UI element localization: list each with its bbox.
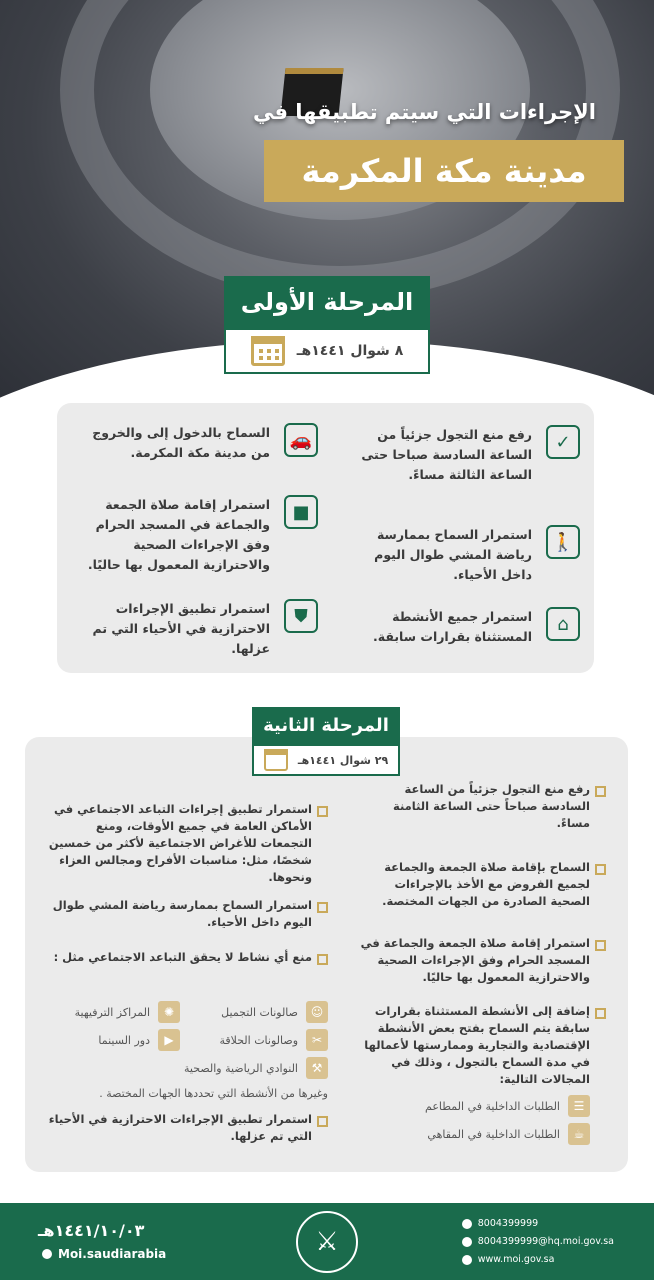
footer-date: ١٤٤١/١٠/٠٣هـ xyxy=(38,1221,145,1240)
email-row[interactable] xyxy=(462,1233,614,1251)
phase2-date: ٢٩ شوال ١٤٤١هـ xyxy=(297,753,389,767)
phase2-left-sub-text: صالونات التجميل xyxy=(221,1005,298,1019)
phase1-item xyxy=(340,607,580,647)
calendar-icon xyxy=(251,336,285,366)
phase1-panel xyxy=(57,403,594,673)
phone-row[interactable] xyxy=(462,1215,614,1233)
phase2-left-sub xyxy=(221,1001,328,1023)
phase2-left-item: استمرار السماح بممارسة رياضة المشي طوال اليوم داخل الأحياء. xyxy=(48,897,328,931)
cafe-icon: ☕ xyxy=(568,1123,590,1145)
phone-icon xyxy=(462,1219,472,1229)
phase1-item-text: استمرار تطبيق الإجراءات الاحترازية في الأحياء التي تم عزلها. xyxy=(92,601,270,656)
phase2-left-sub-text: المراكز الترفيهية xyxy=(74,1005,150,1019)
phase2-left-sub xyxy=(219,1029,328,1051)
phase2-left-item: استمرار تطبيق الإجراءات الاحترازية في الأحياء التي تم عزلها. xyxy=(48,1111,328,1145)
phase2-left-item: استمرار تطبيق إجراءات التباعد الاجتماعي في الأماكن العامة في جميع الأوقات، ومنع التجمعات للأغراض الاجتماعية لأكثر من خمسين شخصًا، مثل: مناسبات الأفراح ومجالس العزاء ونحوها. xyxy=(48,801,328,886)
phase2-right-item: رفع منع التجول جزئياً من الساعة السادسة صباحاً حتى الساعة الثامنة مساءً. xyxy=(356,781,606,832)
cinema-icon: ▶ xyxy=(158,1029,180,1051)
web-text: www.moi.gov.sa xyxy=(477,1254,555,1265)
phase1-item-text: رفع منع التجول جزئياً من الساعة السادسة صباحا حتى الساعة الثالثة مساءً. xyxy=(361,427,532,482)
scissors-icon: ✂ xyxy=(306,1029,328,1051)
header-city-title: مدينة مكة المكرمة xyxy=(264,140,624,202)
ferris-wheel-icon: ✺ xyxy=(158,1001,180,1023)
phase2-right-sub-text: الطلبات الداخلية في المقاهي xyxy=(427,1127,560,1141)
menu-icon: ☰ xyxy=(568,1095,590,1117)
phase1-item xyxy=(70,423,318,463)
header-line1: الإجراءات التي سيتم تطبيقها في xyxy=(252,100,596,124)
email-icon xyxy=(462,1237,472,1247)
phase2-left-sub xyxy=(98,1029,180,1051)
phase1-item-text: استمرار جميع الأنشطة المستثناة بقرارات سابقة. xyxy=(373,609,532,644)
calendar-icon xyxy=(264,749,288,771)
phase1-item xyxy=(70,599,318,659)
walking-icon: 🚶 xyxy=(546,525,580,559)
phase2-left-sub-text: دور السينما xyxy=(98,1033,150,1047)
phase2-left-sub xyxy=(184,1057,328,1079)
phase2-panel xyxy=(25,737,628,1172)
phase1-item-text: استمرار السماح بممارسة رياضة المشي طوال اليوم داخل الأحياء. xyxy=(374,527,532,582)
email-text: 8004399999@hq.moi.gov.sa xyxy=(477,1236,614,1247)
web-row[interactable] xyxy=(462,1251,614,1269)
phase2-left-item: منع أي نشاط لا يحقق التباعد الاجتماعي مثل : xyxy=(48,949,328,966)
shield-icon: ⛊ xyxy=(284,599,318,633)
phase1-item xyxy=(340,525,580,585)
phase1-item-text: استمرار إقامة صلاة الجمعة والجماعة في المسجد الحرام وفق الإجراءات الصحية والاحترازية المعمول بها حاليًا. xyxy=(87,497,270,572)
phase2-right-item: استمرار إقامة صلاة الجمعة والجماعة في المسجد الحرام وفق الإجراءات الصحية والاحترازية المعمول بها حاليًا. xyxy=(356,935,606,986)
check-icon: ✓ xyxy=(546,425,580,459)
kaaba-icon: ■ xyxy=(284,495,318,529)
phase1-item xyxy=(340,425,580,485)
mirror-icon: ☺ xyxy=(306,1001,328,1023)
phase2-title: المرحلة الثانية xyxy=(252,707,400,745)
contact-info xyxy=(462,1215,614,1269)
phase2-left-note: وغيرها من الأنشطة التي تحددها الجهات المختصة . xyxy=(99,1087,328,1100)
phase1-date: ٨ شوال ١٤٤١هـ xyxy=(296,343,404,359)
snapchat-icon xyxy=(42,1249,52,1259)
phase2-left-sub-text: وصالونات الحلاقة xyxy=(219,1033,298,1047)
phase2-left-sub-text: النوادي الرياضية والصحية xyxy=(184,1061,298,1075)
handle-text: Moi.saudiarabia xyxy=(58,1247,167,1261)
phase2-date-box xyxy=(252,744,400,776)
phase2-right-sub-text: الطلبات الداخلية في المطاعم xyxy=(425,1099,560,1113)
footer xyxy=(0,1203,654,1280)
phase2-right-sub xyxy=(427,1123,590,1145)
saudi-emblem-icon: ⚔ xyxy=(296,1211,358,1273)
phase1-item-text: السماح بالدخول إلى والخروج من مدينة مكة المكرمة. xyxy=(92,425,270,460)
phase2-left-sub xyxy=(75,1001,180,1023)
phase2-right-sub xyxy=(425,1095,590,1117)
phone-text: 8004399999 xyxy=(477,1218,539,1229)
car-icon: 🚗 xyxy=(284,423,318,457)
snapchat-handle[interactable] xyxy=(42,1247,166,1261)
phase1-item xyxy=(70,495,318,575)
phase2-right-item: السماح بإقامة صلاة الجمعة والجماعة لجميع الفروض مع الأخذ بالإجراءات الصحية الصادرة من الجهات المختصة. xyxy=(356,859,606,910)
dumbbell-icon: ⚒ xyxy=(306,1057,328,1079)
phase1-date-box xyxy=(224,328,430,374)
phase1-title: المرحلة الأولى xyxy=(224,276,430,328)
globe-icon xyxy=(462,1255,472,1265)
shop-icon: ⌂ xyxy=(546,607,580,641)
phase2-right-item: إضافة إلى الأنشطة المستثناة بقرارات سابقة يتم السماح بفتح بعض الأنشطة الإقتصادية والتجارية وممارستها لأعمالها في مدة السماح بالتجول ، وذلك في المجالات التالية: xyxy=(356,1003,606,1088)
